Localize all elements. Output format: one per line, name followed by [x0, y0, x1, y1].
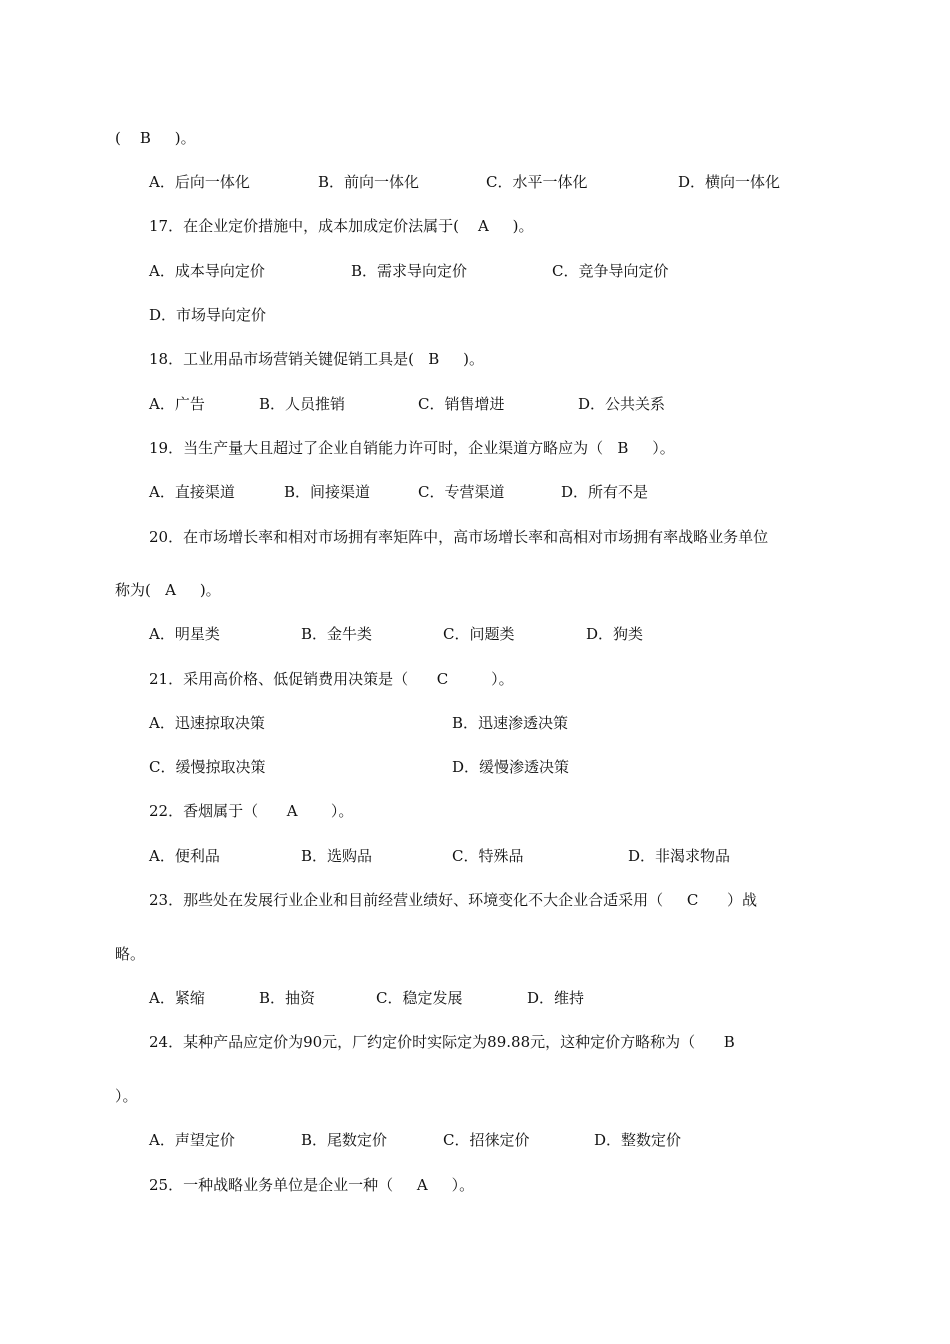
question-stem: 17．在企业定价措施中，成本加成定价法属于( A )。 [149, 217, 534, 235]
option-text: A．直接渠道 [149, 483, 235, 501]
option-text: C．专营渠道 [418, 483, 505, 501]
option-text: D．公共关系 [578, 395, 666, 413]
question-stem-continued: 称为( A )。 [115, 581, 221, 599]
option-text: D．缓慢渗透决策 [452, 758, 570, 776]
question-stem: 20．在市场增长率和相对市场拥有率矩阵中，高市场增长率和高相对市场拥有率战略业务单位 [149, 528, 769, 546]
question-stem: 23．那些处在发展行业企业和目前经营业绩好、环境变化不大企业合适采用（ C ）战 [149, 891, 758, 909]
option-text: B．间接渠道 [284, 483, 371, 501]
option-text: B．前向一体化 [318, 173, 420, 191]
question-stem: 19．当生产量大且超过了企业自销能力许可时，企业渠道方略应为（ B ）。 [149, 439, 675, 457]
question-stem: 24．某种产品应定价为90元，厂约定价时实际定为89.88元，这种定价方略称为（ B [149, 1033, 735, 1051]
option-text: C．水平一体化 [486, 173, 588, 191]
option-text: B．选购品 [301, 847, 373, 865]
option-text: B．迅速渗透决策 [452, 714, 569, 732]
option-text: B．人员推销 [259, 395, 346, 413]
question-stem: 25．一种战略业务单位是企业一种（ A ）。 [149, 1176, 475, 1194]
option-text: D．横向一体化 [678, 173, 781, 191]
option-text: C．销售增进 [418, 395, 505, 413]
option-text: D．所有不是 [561, 483, 649, 501]
option-text: B．需求导向定价 [351, 262, 468, 280]
option-text: A．明星类 [149, 625, 220, 643]
option-text: B．抽资 [259, 989, 316, 1007]
option-text: A．成本导向定价 [149, 262, 265, 280]
question-stem: 22．香烟属于（ A ）。 [149, 802, 354, 820]
option-text: B．金牛类 [301, 625, 373, 643]
option-text: D．市场导向定价 [149, 306, 267, 324]
option-text: D．维持 [527, 989, 585, 1007]
option-text: A．紧缩 [149, 989, 205, 1007]
option-text: D．狗类 [586, 625, 644, 643]
option-text: D．非渴求物品 [628, 847, 731, 865]
option-text: C．特殊品 [452, 847, 524, 865]
option-text: C．问题类 [443, 625, 515, 643]
option-text: C．竞争导向定价 [552, 262, 669, 280]
option-text: C．稳定发展 [376, 989, 463, 1007]
question-stem: 21．采用高价格、低促销费用决策是（ C ）。 [149, 670, 514, 688]
option-text: A．便利品 [149, 847, 220, 865]
question-stem: 18．工业用品市场营销关键促销工具是( B )。 [149, 350, 484, 368]
question-stem-continued: 略。 [115, 945, 146, 963]
option-text: A．声望定价 [149, 1131, 235, 1149]
question-stem-continued: ）。 [115, 1087, 138, 1105]
option-text: B．尾数定价 [301, 1131, 388, 1149]
option-text: A．广告 [149, 395, 205, 413]
option-text: A．迅速掠取决策 [149, 714, 265, 732]
option-text: C．招徕定价 [443, 1131, 530, 1149]
option-text: D．整数定价 [594, 1131, 682, 1149]
prev-answer-line: ( B )。 [115, 129, 196, 147]
option-text: C．缓慢掠取决策 [149, 758, 266, 776]
option-text: A．后向一体化 [149, 173, 250, 191]
